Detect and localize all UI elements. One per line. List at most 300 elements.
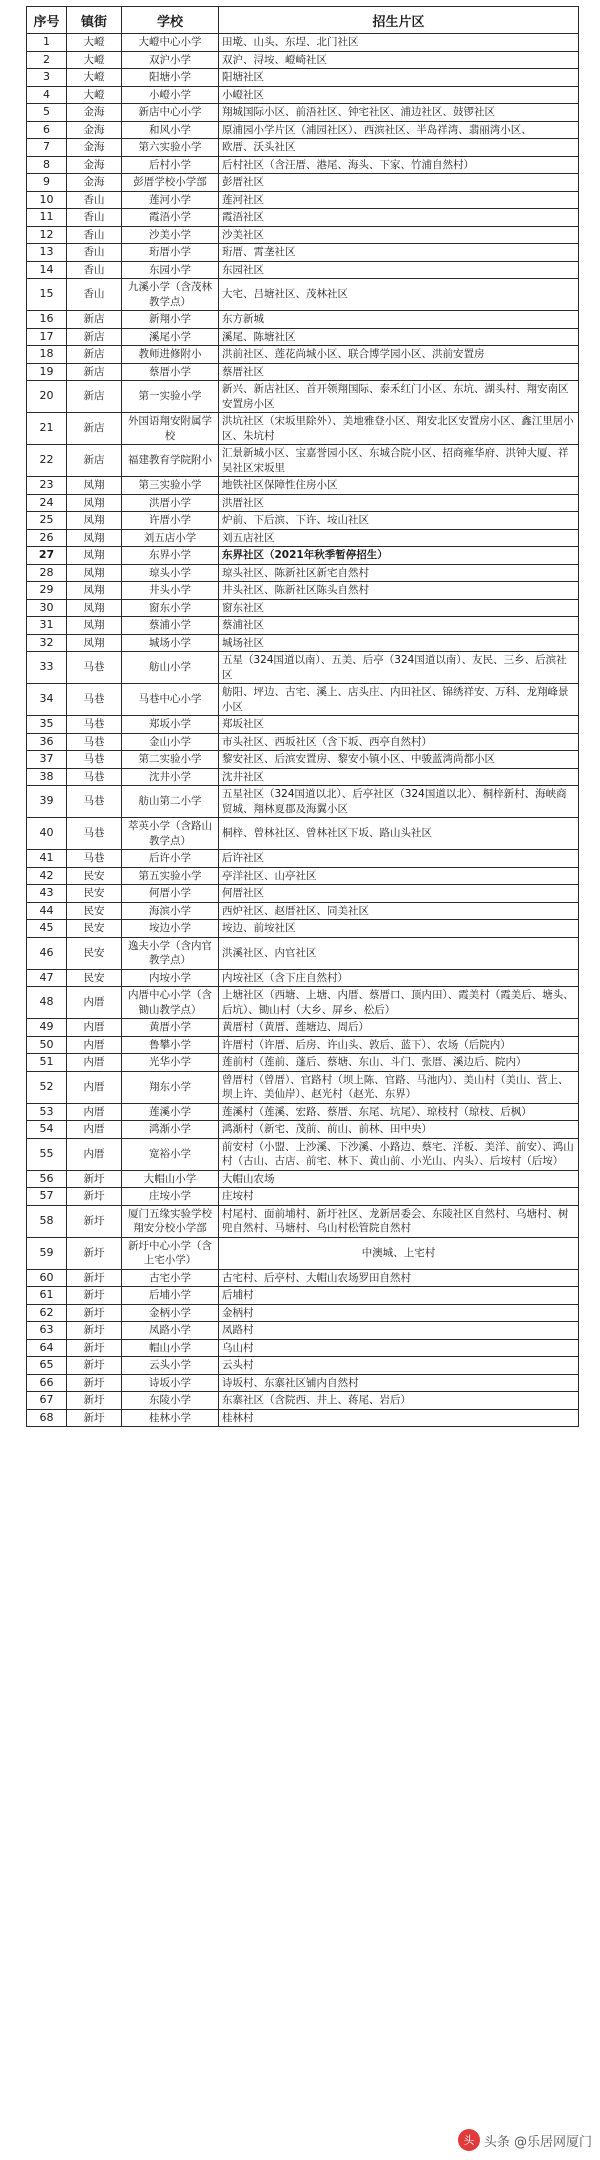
cell-area: 蔡厝社区 <box>219 363 579 381</box>
cell-town: 内厝 <box>67 1054 122 1072</box>
cell-school: 珩厝小学 <box>122 244 219 262</box>
cell-town: 新圩 <box>67 1339 122 1357</box>
cell-town: 新圩 <box>67 1170 122 1188</box>
table-row <box>27 582 579 600</box>
cell-school: 诗坂小学 <box>122 1374 219 1392</box>
table-row <box>27 1138 579 1170</box>
table-row <box>27 104 579 122</box>
cell-town: 新店 <box>67 363 122 381</box>
table-row <box>27 413 579 445</box>
table-row <box>27 121 579 139</box>
watermark <box>458 2128 592 2152</box>
cell-town: 新圩 <box>67 1188 122 1206</box>
cell-school: 溪尾小学 <box>122 328 219 346</box>
cell-school: 阳塘小学 <box>122 69 219 87</box>
cell-school: 鸿渐小学 <box>122 1121 219 1139</box>
table-row <box>27 818 579 850</box>
cell-school: 大嶝中心小学 <box>122 34 219 52</box>
header-area: 招生片区 <box>219 7 579 34</box>
cell-area: 后许社区 <box>219 850 579 868</box>
table-row <box>27 617 579 635</box>
cell-area: 新兴、新店社区、首开领翔国际、泰禾红门小区、东坑、湖头村、翔安南区安置房小区 <box>219 381 579 413</box>
cell-area: 东界社区（2021年秋季暂停招生） <box>219 547 579 565</box>
cell-school: 大帽山小学 <box>122 1170 219 1188</box>
cell-school: 第六实验小学 <box>122 139 219 157</box>
cell-school: 后埔小学 <box>122 1287 219 1305</box>
table-row <box>27 1188 579 1206</box>
cell-school: 和风小学 <box>122 121 219 139</box>
table-body <box>27 34 579 1427</box>
cell-school: 桂林小学 <box>122 1409 219 1427</box>
cell-town: 新圩 <box>67 1392 122 1410</box>
cell-number: 47 <box>27 969 67 987</box>
cell-town: 大嶝 <box>67 86 122 104</box>
table-row <box>27 1103 579 1121</box>
table-row <box>27 751 579 769</box>
cell-number: 64 <box>27 1339 67 1357</box>
cell-school: 外国语翔安附属学校 <box>122 413 219 445</box>
cell-number: 44 <box>27 902 67 920</box>
cell-area: 上塘社区（西塘、上塘、内厝、蔡厝口、顶内田）、霞美村（霞美后、塘头、后坑）、锄山村（大乡、屏乡、松后） <box>219 987 579 1019</box>
table-row <box>27 174 579 192</box>
cell-area: 市头社区、西坂社区（含下坂、西亭自然村） <box>219 733 579 751</box>
cell-school: 帽山小学 <box>122 1339 219 1357</box>
cell-area: 莲前村（莲前、蓬后、蔡塘、东山、斗门、张厝、溪边后、院内） <box>219 1054 579 1072</box>
cell-number: 16 <box>27 311 67 329</box>
cell-town: 内厝 <box>67 1103 122 1121</box>
cell-number: 62 <box>27 1304 67 1322</box>
toutiao-logo-icon: 头 <box>458 2129 480 2151</box>
cell-town: 香山 <box>67 261 122 279</box>
cell-area: 五星（324国道以南）、五美、后亭（324国道以南）、友民、三乡、后滨社区 <box>219 652 579 684</box>
cell-number: 48 <box>27 987 67 1019</box>
cell-school: 第一实验小学 <box>122 381 219 413</box>
cell-town: 凤翔 <box>67 564 122 582</box>
table-row <box>27 445 579 477</box>
cell-town: 马巷 <box>67 716 122 734</box>
cell-area: 大宅、吕塘社区、茂林社区 <box>219 279 579 311</box>
table-row <box>27 547 579 565</box>
cell-number: 65 <box>27 1357 67 1375</box>
table-row <box>27 1322 579 1340</box>
table-row <box>27 850 579 868</box>
cell-number: 43 <box>27 885 67 903</box>
cell-area: 古宅村、后亭村、大帽山农场罗田自然村 <box>219 1269 579 1287</box>
cell-number: 8 <box>27 156 67 174</box>
cell-number: 57 <box>27 1188 67 1206</box>
cell-school: 霞浯小学 <box>122 209 219 227</box>
table-row <box>27 477 579 495</box>
cell-school: 福建教育学院附小 <box>122 445 219 477</box>
cell-number: 35 <box>27 716 67 734</box>
table-row <box>27 86 579 104</box>
cell-area: 前安村（小盟、上沙溪、下沙溪、小路边、蔡宅、洋板、美洋、前安）、鸿山村（古山、古店、前宅、林下、黄山前、小光山、内头）、后垵村（后垵） <box>219 1138 579 1170</box>
cell-town: 新圩 <box>67 1322 122 1340</box>
cell-number: 23 <box>27 477 67 495</box>
cell-number: 22 <box>27 445 67 477</box>
table-row <box>27 1170 579 1188</box>
cell-school: 鲁攀小学 <box>122 1036 219 1054</box>
cell-area: 洪厝社区 <box>219 494 579 512</box>
cell-number: 50 <box>27 1036 67 1054</box>
cell-school: 凤路小学 <box>122 1322 219 1340</box>
cell-area: 小嶝社区 <box>219 86 579 104</box>
cell-school: 垵边小学 <box>122 920 219 938</box>
cell-area: 琼头社区、陈新社区新宅自然村 <box>219 564 579 582</box>
cell-school: 云头小学 <box>122 1357 219 1375</box>
cell-area: 翔城国际小区、前浯社区、钟宅社区、浦边社区、鼓锣社区 <box>219 104 579 122</box>
cell-area: 田墘、山头、东埕、北门社区 <box>219 34 579 52</box>
cell-school: 蔡厝小学 <box>122 363 219 381</box>
cell-area: 后埔村 <box>219 1287 579 1305</box>
cell-number: 61 <box>27 1287 67 1305</box>
cell-area: 窗东社区 <box>219 599 579 617</box>
cell-town: 新圩 <box>67 1409 122 1427</box>
cell-area: 珩厝、霄垄社区 <box>219 244 579 262</box>
cell-town: 新圩 <box>67 1269 122 1287</box>
cell-school: 光华小学 <box>122 1054 219 1072</box>
cell-number: 42 <box>27 867 67 885</box>
cell-number: 11 <box>27 209 67 227</box>
cell-school: 新圩中心小学（含上宅小学） <box>122 1237 219 1269</box>
cell-school: 黄厝小学 <box>122 1019 219 1037</box>
cell-number: 53 <box>27 1103 67 1121</box>
cell-school: 舫山第二小学 <box>122 786 219 818</box>
cell-area: 欧厝、沃头社区 <box>219 139 579 157</box>
cell-school: 萃英小学（含路山教学点） <box>122 818 219 850</box>
cell-school: 莲河小学 <box>122 191 219 209</box>
cell-school: 马巷中心小学 <box>122 684 219 716</box>
cell-area: 云头村 <box>219 1357 579 1375</box>
cell-school: 后许小学 <box>122 850 219 868</box>
cell-area: 东园社区 <box>219 261 579 279</box>
cell-school: 东界小学 <box>122 547 219 565</box>
cell-town: 香山 <box>67 191 122 209</box>
header-school: 学校 <box>122 7 219 34</box>
cell-number: 21 <box>27 413 67 445</box>
cell-town: 民安 <box>67 920 122 938</box>
cell-school: 彭厝学校小学部 <box>122 174 219 192</box>
cell-school: 第二实验小学 <box>122 751 219 769</box>
cell-school: 沙美小学 <box>122 226 219 244</box>
cell-school: 内厝中心小学（含锄山教学点） <box>122 987 219 1019</box>
table-row <box>27 279 579 311</box>
table-row <box>27 191 579 209</box>
cell-town: 新店 <box>67 311 122 329</box>
cell-school: 舫山小学 <box>122 652 219 684</box>
cell-number: 7 <box>27 139 67 157</box>
cell-town: 凤翔 <box>67 494 122 512</box>
cell-number: 34 <box>27 684 67 716</box>
cell-town: 新店 <box>67 413 122 445</box>
cell-number: 20 <box>27 381 67 413</box>
cell-number: 26 <box>27 529 67 547</box>
cell-town: 凤翔 <box>67 634 122 652</box>
cell-school: 翔东小学 <box>122 1071 219 1103</box>
cell-area: 大帽山农场 <box>219 1170 579 1188</box>
cell-school: 东园小学 <box>122 261 219 279</box>
cell-town: 马巷 <box>67 652 122 684</box>
cell-town: 新店 <box>67 328 122 346</box>
cell-number: 28 <box>27 564 67 582</box>
cell-town: 金海 <box>67 174 122 192</box>
cell-number: 33 <box>27 652 67 684</box>
table-header-row <box>27 7 579 34</box>
table-row <box>27 969 579 987</box>
cell-area: 井头社区、陈新社区陈头自然村 <box>219 582 579 600</box>
cell-school: 许厝小学 <box>122 512 219 530</box>
cell-school: 刘五店小学 <box>122 529 219 547</box>
cell-school: 井头小学 <box>122 582 219 600</box>
cell-town: 内厝 <box>67 1121 122 1139</box>
cell-town: 香山 <box>67 244 122 262</box>
cell-area: 许厝村（许厝、后房、许山头、敦后、蓝下）、农场（后院内） <box>219 1036 579 1054</box>
table-row <box>27 261 579 279</box>
table-row <box>27 512 579 530</box>
cell-area: 后村社区（含汪厝、港尾、海头、下家、竹浦自然村） <box>219 156 579 174</box>
cell-number: 2 <box>27 51 67 69</box>
cell-area: 洪溪社区、内官社区 <box>219 937 579 969</box>
cell-number: 68 <box>27 1409 67 1427</box>
cell-number: 46 <box>27 937 67 969</box>
cell-number: 6 <box>27 121 67 139</box>
cell-school: 郑坂小学 <box>122 716 219 734</box>
cell-area: 炉前、下后滨、下许、垵山社区 <box>219 512 579 530</box>
cell-school: 海滨小学 <box>122 902 219 920</box>
cell-number: 66 <box>27 1374 67 1392</box>
table-row <box>27 139 579 157</box>
cell-town: 内厝 <box>67 987 122 1019</box>
cell-town: 大嶝 <box>67 69 122 87</box>
cell-school: 九溪小学（含茂林教学点） <box>122 279 219 311</box>
cell-town: 马巷 <box>67 818 122 850</box>
cell-town: 香山 <box>67 226 122 244</box>
cell-area: 溪尾、陈塘社区 <box>219 328 579 346</box>
cell-town: 马巷 <box>67 684 122 716</box>
cell-number: 39 <box>27 786 67 818</box>
table-row <box>27 529 579 547</box>
cell-area: 莲河社区 <box>219 191 579 209</box>
table-row <box>27 1339 579 1357</box>
cell-town: 马巷 <box>67 850 122 868</box>
table-row <box>27 634 579 652</box>
cell-town: 凤翔 <box>67 599 122 617</box>
cell-area: 亭洋社区、山亭社区 <box>219 867 579 885</box>
table-row <box>27 684 579 716</box>
cell-town: 新店 <box>67 346 122 364</box>
cell-town: 金海 <box>67 121 122 139</box>
cell-area: 郑坂社区 <box>219 716 579 734</box>
cell-school: 庄垵小学 <box>122 1188 219 1206</box>
table-row <box>27 381 579 413</box>
cell-area: 垵边、前垵社区 <box>219 920 579 938</box>
cell-town: 新店 <box>67 381 122 413</box>
enrollment-table-wrapper <box>26 6 578 1427</box>
table-row <box>27 987 579 1019</box>
cell-area: 彭厝社区 <box>219 174 579 192</box>
cell-town: 民安 <box>67 969 122 987</box>
cell-town: 马巷 <box>67 751 122 769</box>
cell-school: 新翔小学 <box>122 311 219 329</box>
cell-area: 桐梓、曾林社区、曾林社区下坂、路山头社区 <box>219 818 579 850</box>
cell-area: 莲溪村（莲溪、宏路、蔡厝、东尾、坑尾）、琼枝村（琼枝、后枫） <box>219 1103 579 1121</box>
cell-school: 新店中心小学 <box>122 104 219 122</box>
cell-town: 大嶝 <box>67 51 122 69</box>
cell-number: 37 <box>27 751 67 769</box>
cell-school: 窗东小学 <box>122 599 219 617</box>
cell-area: 凤路村 <box>219 1322 579 1340</box>
cell-town: 民安 <box>67 885 122 903</box>
cell-town: 凤翔 <box>67 529 122 547</box>
enrollment-table <box>26 6 579 1427</box>
watermark-text: 头条 @乐居网厦门 <box>483 2134 592 2150</box>
cell-town: 马巷 <box>67 768 122 786</box>
cell-area: 村尾村、面前埔村、新圩社区、龙新居委会、东陵社区自然村、乌塘村、树兜自然村、马塘村、乌山村松管院自然村 <box>219 1205 579 1237</box>
cell-town: 内厝 <box>67 1036 122 1054</box>
cell-town: 民安 <box>67 867 122 885</box>
table-row <box>27 1237 579 1269</box>
cell-school: 第五实验小学 <box>122 867 219 885</box>
table-row <box>27 311 579 329</box>
table-row <box>27 346 579 364</box>
cell-number: 24 <box>27 494 67 512</box>
cell-number: 9 <box>27 174 67 192</box>
cell-town: 新圩 <box>67 1374 122 1392</box>
cell-town: 内厝 <box>67 1071 122 1103</box>
cell-number: 41 <box>27 850 67 868</box>
cell-area: 内垵社区（含下庄自然村） <box>219 969 579 987</box>
cell-number: 59 <box>27 1237 67 1269</box>
table-row <box>27 51 579 69</box>
cell-number: 5 <box>27 104 67 122</box>
cell-number: 51 <box>27 1054 67 1072</box>
cell-area: 乌山村 <box>219 1339 579 1357</box>
cell-number: 27 <box>27 547 67 565</box>
cell-town: 凤翔 <box>67 512 122 530</box>
cell-area: 沈井社区 <box>219 768 579 786</box>
cell-school: 蔡浦小学 <box>122 617 219 635</box>
cell-number: 25 <box>27 512 67 530</box>
cell-school: 厦门五缘实验学校翔安分校小学部 <box>122 1205 219 1237</box>
cell-area: 霞浯社区 <box>219 209 579 227</box>
cell-town: 马巷 <box>67 733 122 751</box>
table-row <box>27 209 579 227</box>
table-row <box>27 1071 579 1103</box>
table-row <box>27 1036 579 1054</box>
cell-area: 庄垵村 <box>219 1188 579 1206</box>
cell-area: 蔡浦社区 <box>219 617 579 635</box>
table-row <box>27 156 579 174</box>
table-row <box>27 34 579 52</box>
cell-town: 马巷 <box>67 786 122 818</box>
cell-town: 凤翔 <box>67 477 122 495</box>
cell-number: 14 <box>27 261 67 279</box>
table-row <box>27 226 579 244</box>
cell-area: 沙美社区 <box>219 226 579 244</box>
cell-number: 67 <box>27 1392 67 1410</box>
cell-school: 后村小学 <box>122 156 219 174</box>
cell-school: 洪厝小学 <box>122 494 219 512</box>
cell-school: 内垵小学 <box>122 969 219 987</box>
cell-number: 29 <box>27 582 67 600</box>
header-town: 镇街 <box>67 7 122 34</box>
table-row <box>27 768 579 786</box>
cell-school: 教师进修附小 <box>122 346 219 364</box>
table-row <box>27 363 579 381</box>
cell-area: 刘五店社区 <box>219 529 579 547</box>
cell-area: 阳塘社区 <box>219 69 579 87</box>
cell-school: 第三实验小学 <box>122 477 219 495</box>
cell-town: 新店 <box>67 445 122 477</box>
table-row <box>27 244 579 262</box>
cell-area: 何厝社区 <box>219 885 579 903</box>
cell-area: 黎安社区、后滨安置房、黎安小镇小区、中骏蓝湾尚都小区 <box>219 751 579 769</box>
cell-area: 洪坑社区（宋坂里除外）、美地雅登小区、翔安北区安置房小区、鑫江里居小区、朱坑村 <box>219 413 579 445</box>
cell-number: 18 <box>27 346 67 364</box>
cell-town: 凤翔 <box>67 617 122 635</box>
header-number: 序号 <box>27 7 67 34</box>
cell-town: 香山 <box>67 209 122 227</box>
cell-area: 诗坂村、东寨社区铺内自然村 <box>219 1374 579 1392</box>
cell-town: 金海 <box>67 139 122 157</box>
table-row <box>27 599 579 617</box>
cell-town: 金海 <box>67 104 122 122</box>
cell-town: 大嶝 <box>67 34 122 52</box>
table-row <box>27 1121 579 1139</box>
cell-town: 民安 <box>67 937 122 969</box>
cell-area: 原浦园小学片区（浦园社区）、西滨社区、半岛祥湾、翡丽湾小区、 <box>219 121 579 139</box>
table-row <box>27 902 579 920</box>
cell-area: 舫阳、坪边、古宅、溪上、店头庄、内田社区、锦绣祥安、万科、龙翔峰景小区 <box>219 684 579 716</box>
cell-area: 城场社区 <box>219 634 579 652</box>
table-row <box>27 1357 579 1375</box>
cell-area: 洪前社区、莲花尚城小区、联合博学园小区、洪前安置房 <box>219 346 579 364</box>
table-row <box>27 867 579 885</box>
table-row <box>27 786 579 818</box>
cell-school: 金柄小学 <box>122 1304 219 1322</box>
cell-area: 金柄村 <box>219 1304 579 1322</box>
cell-number: 1 <box>27 34 67 52</box>
cell-town: 新圩 <box>67 1304 122 1322</box>
cell-town: 香山 <box>67 279 122 311</box>
cell-town: 民安 <box>67 902 122 920</box>
cell-town: 新圩 <box>67 1357 122 1375</box>
cell-number: 45 <box>27 920 67 938</box>
cell-school: 古宅小学 <box>122 1269 219 1287</box>
table-row <box>27 1374 579 1392</box>
cell-town: 新圩 <box>67 1287 122 1305</box>
cell-number: 30 <box>27 599 67 617</box>
cell-school: 小嶝小学 <box>122 86 219 104</box>
cell-school: 沈井小学 <box>122 768 219 786</box>
cell-school: 城场小学 <box>122 634 219 652</box>
table-row <box>27 1269 579 1287</box>
cell-number: 58 <box>27 1205 67 1237</box>
cell-area: 西炉社区、赵厝社区、同美社区 <box>219 902 579 920</box>
table-row <box>27 920 579 938</box>
cell-school: 何厝小学 <box>122 885 219 903</box>
cell-town: 凤翔 <box>67 582 122 600</box>
cell-number: 40 <box>27 818 67 850</box>
cell-area: 曾厝村（曾厝）、官路村（坝上陈、官路、马池内）、美山村（美山、营上、坝上许、美仙岸）、赵光村（赵光、东界） <box>219 1071 579 1103</box>
cell-number: 19 <box>27 363 67 381</box>
cell-number: 17 <box>27 328 67 346</box>
cell-school: 逸夫小学（含内官教学点） <box>122 937 219 969</box>
cell-number: 38 <box>27 768 67 786</box>
table-row <box>27 328 579 346</box>
table-row <box>27 716 579 734</box>
cell-area: 地铁社区保障性住房小区 <box>219 477 579 495</box>
